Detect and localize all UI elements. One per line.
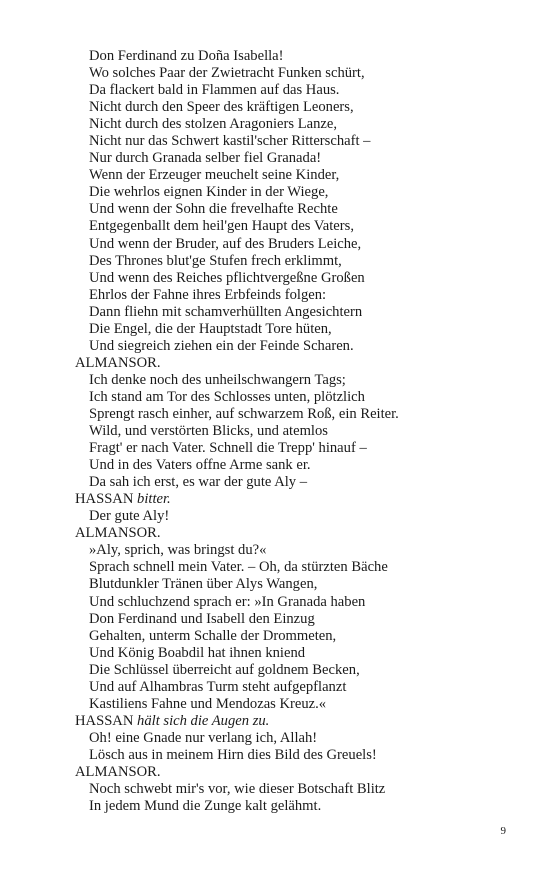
speaker-line xyxy=(75,491,515,508)
verse-line xyxy=(75,150,515,167)
verse-line xyxy=(75,133,515,150)
verse-line xyxy=(75,508,515,525)
verse-line xyxy=(75,82,515,99)
verse-line xyxy=(75,730,515,747)
verse-line xyxy=(75,201,515,218)
verse-text: Nur durch Granada selber fiel Granada! xyxy=(89,150,322,167)
verse-line xyxy=(75,116,515,133)
verse-text: Und wenn der Sohn die frevelhafte Rechte xyxy=(89,201,338,218)
verse-line xyxy=(75,389,515,406)
verse-text: Und siegreich ziehen ein der Feinde Scharen. xyxy=(89,337,354,354)
speaker-line xyxy=(75,355,515,372)
speaker-name: HASSAN xyxy=(75,491,134,508)
verse-text: Wo solches Paar der Zwietracht Funken schürt, xyxy=(89,65,365,82)
verse-text: Wild, und verstörten Blicks, und atemlos xyxy=(89,423,328,440)
verse-text: Und schluchzend sprach er: »In Granada haben xyxy=(89,593,366,610)
verse-line xyxy=(75,218,515,235)
verse-text: Da flackert bald in Flammen auf das Haus. xyxy=(89,82,340,99)
verse-line xyxy=(75,236,515,253)
speaker-line xyxy=(75,764,515,781)
verse-text: Sprach schnell mein Vater. – Oh, da stürzten Bäche xyxy=(89,559,388,576)
verse-text: Blutdunkler Tränen über Alys Wangen, xyxy=(89,576,318,593)
verse-text: Die Engel, die der Hauptstadt Tore hüten, xyxy=(89,320,332,337)
speaker-name: ALMANSOR. xyxy=(75,763,161,780)
verse-line xyxy=(75,99,515,116)
verse-line xyxy=(75,781,515,798)
stage-direction: bitter. xyxy=(137,491,171,508)
verse-line xyxy=(75,304,515,321)
verse-line xyxy=(75,594,515,611)
verse-text: Wenn der Erzeuger meuchelt seine Kinder, xyxy=(89,167,340,184)
verse-text: Nicht nur das Schwert kastil'scher Ritterschaft – xyxy=(89,133,371,150)
verse-text: Ich denke noch des unheilschwangern Tags; xyxy=(89,371,346,388)
verse-line xyxy=(75,747,515,764)
verse-line xyxy=(75,48,515,65)
verse-line xyxy=(75,611,515,628)
verse-text: Kastiliens Fahne und Mendozas Kreuz.« xyxy=(89,695,327,712)
verse-line xyxy=(75,559,515,576)
verse-text: Nicht durch des stolzen Aragoniers Lanze, xyxy=(89,116,338,133)
verse-text: Sprengt rasch einher, auf schwarzem Roß, ein Reiter. xyxy=(89,405,399,422)
verse-text: Da sah ich erst, es war der gute Aly – xyxy=(89,474,308,491)
verse-line xyxy=(75,798,515,815)
verse-line xyxy=(75,270,515,287)
verse-text: Gehalten, unterm Schalle der Drommeten, xyxy=(89,627,337,644)
stage-direction: hält sich die Augen zu. xyxy=(137,712,270,729)
page-number: 9 xyxy=(500,825,506,837)
verse-line xyxy=(75,321,515,338)
speaker-line xyxy=(75,713,515,730)
verse-text: Ich stand am Tor des Schlosses unten, plötzlich xyxy=(89,388,365,405)
verse-text: Ehrlos der Fahne ihres Erbfeinds folgen: xyxy=(89,286,327,303)
verse-text: Lösch aus in meinem Hirn dies Bild des Greuels! xyxy=(89,746,377,763)
verse-text: Und wenn des Reiches pflichtvergeßne Großen xyxy=(89,269,365,286)
verse-text: Und König Boabdil hat ihnen kniend xyxy=(89,644,306,661)
verse-text: Und wenn der Bruder, auf des Bruders Leiche, xyxy=(89,235,362,252)
verse-text: Und auf Alhambras Turm steht aufgepflanzt xyxy=(89,678,347,695)
speaker-name: ALMANSOR. xyxy=(75,525,161,542)
verse-line xyxy=(75,457,515,474)
verse-line xyxy=(75,542,515,559)
verse-line xyxy=(75,628,515,645)
verse-line xyxy=(75,440,515,457)
verse-text: Die wehrlos eignen Kinder in der Wiege, xyxy=(89,184,329,201)
verse-line xyxy=(75,645,515,662)
verse-line xyxy=(75,184,515,201)
verse-text: Dann fliehn mit schamverhüllten Angesichtern xyxy=(89,303,363,320)
verse-line xyxy=(75,65,515,82)
verse-text: Des Thrones blut'ge Stufen frech erklimmt, xyxy=(89,252,342,269)
verse-line xyxy=(75,423,515,440)
verse-line xyxy=(75,679,515,696)
verse-line xyxy=(75,253,515,270)
verse-line xyxy=(75,696,515,713)
verse-line xyxy=(75,167,515,184)
verse-text: »Aly, sprich, was bringst du?« xyxy=(89,542,267,559)
verse-text: Oh! eine Gnade nur verlang ich, Allah! xyxy=(89,729,318,746)
verse-line xyxy=(75,338,515,355)
verse-text: Nicht durch den Speer des kräftigen Leoners, xyxy=(89,99,354,116)
verse-text: Noch schwebt mir's vor, wie dieser Botschaft Blitz xyxy=(89,781,386,798)
speaker-line xyxy=(75,525,515,542)
verse-text: Die Schlüssel überreicht auf goldnem Becken, xyxy=(89,661,360,678)
speaker-name: ALMANSOR. xyxy=(75,354,161,371)
verse-line xyxy=(75,474,515,491)
verse-line xyxy=(75,576,515,593)
verse-text: Entgegenballt dem heil'gen Haupt des Vaters, xyxy=(89,218,354,235)
play-text xyxy=(75,48,515,815)
verse-text: Don Ferdinand und Isabell den Einzug xyxy=(89,610,315,627)
verse-line xyxy=(75,372,515,389)
verse-text: Und in des Vaters offne Arme sank er. xyxy=(89,457,311,474)
verse-text: Der gute Aly! xyxy=(89,508,170,525)
verse-line xyxy=(75,287,515,304)
verse-text: Fragt' er nach Vater. Schnell die Trepp' hinauf – xyxy=(89,440,367,457)
verse-line xyxy=(75,406,515,423)
speaker-name: HASSAN xyxy=(75,712,134,729)
verse-line xyxy=(75,662,515,679)
verse-text: Don Ferdinand zu Doña Isabella! xyxy=(89,48,284,64)
verse-text: In jedem Mund die Zunge kalt gelähmt. xyxy=(89,798,322,815)
